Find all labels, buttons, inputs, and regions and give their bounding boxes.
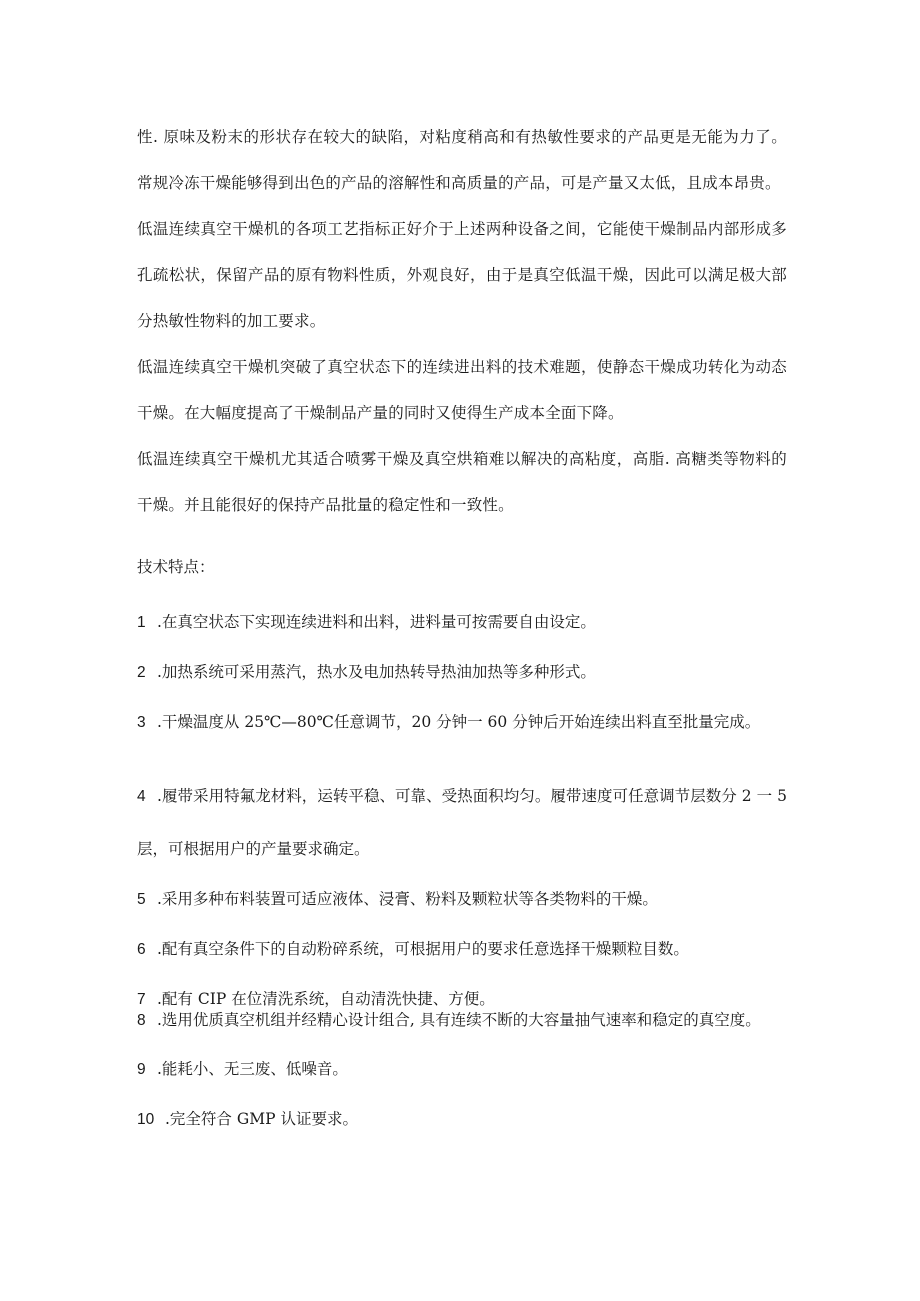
feature-text: .能耗小、无三废、低噪音。 bbox=[157, 1060, 348, 1078]
feature-item bbox=[137, 661, 596, 684]
paragraph-breakthrough: 低温连续真空干燥机突破了真空状态下的连续进出料的技术难题，使静态干燥成功转化为动态干燥。在大幅度提高了干燥制品产量的同时又使得生产成本全面下降。 bbox=[137, 358, 787, 422]
feature-number: 9 bbox=[137, 1061, 146, 1078]
feature-item bbox=[137, 1108, 358, 1131]
feature-text: .在真空状态下实现连续进料和出料，进料量可按需要自由设定。 bbox=[157, 613, 596, 631]
feature-text: .履带采用特氟龙材料，运转平稳、可靠、受热面积均匀。履带速度可任意调节层数分 2 一 5 层，可根据用户的产量要求确定。 bbox=[137, 787, 787, 858]
feature-item bbox=[137, 611, 596, 634]
feature-item bbox=[137, 888, 658, 911]
feature-item bbox=[137, 711, 760, 734]
feature-text: .配有 CIP 在位清洗系统，自动清洗快捷、方便。 bbox=[157, 990, 495, 1008]
feature-number: 2 bbox=[137, 664, 146, 681]
feature-number: 6 bbox=[137, 941, 146, 958]
feature-number: 10 bbox=[137, 1111, 155, 1128]
feature-number: 1 bbox=[137, 614, 146, 631]
feature-item bbox=[137, 938, 689, 961]
paragraph-intro: 性. 原味及粉末的形状存在较大的缺陷，对粘度稍高和有热敏性要求的产品更是无能为力了。常规冷冻干燥能够得到出色的产品的溶解性和高质量的产品，可是产量又太低，且成本昂贵。 bbox=[137, 128, 787, 192]
feature-item bbox=[137, 1009, 761, 1032]
feature-item bbox=[137, 770, 787, 875]
feature-number: 5 bbox=[137, 891, 146, 908]
feature-number: 4 bbox=[137, 788, 146, 805]
feature-number: 7 bbox=[137, 991, 146, 1008]
feature-item bbox=[137, 988, 495, 1011]
feature-text: .采用多种布料装置可适应液体、浸膏、粉料及颗粒状等各类物料的干燥。 bbox=[157, 890, 658, 908]
feature-text: .配有真空条件下的自动粉碎系统，可根据用户的要求任意选择干燥颗粒目数。 bbox=[157, 940, 689, 958]
feature-number: 3 bbox=[137, 714, 146, 731]
feature-number: 8 bbox=[137, 1012, 146, 1029]
feature-item bbox=[137, 1058, 348, 1081]
feature-text: .干燥温度从 25℃—80℃任意调节，20 分钟一 60 分钟后开始连续出料直至批量完成。 bbox=[157, 713, 761, 731]
feature-text: .加热系统可采用蒸汽，热水及电加热转导热油加热等多种形式。 bbox=[157, 663, 596, 681]
features-heading: 技术特点： bbox=[137, 558, 215, 576]
feature-text: .完全符合 GMP 认证要求。 bbox=[165, 1110, 358, 1128]
paragraph-description: 低温连续真空干燥机的各项工艺指标正好介于上述两种设备之间，它能使干燥制品内部形成多孔疏松状，保留产品的原有物料性质，外观良好，由于是真空低温干燥，因此可以满足极大部分热敏性物料的加工要求。 bbox=[137, 220, 787, 330]
paragraph-suitability: 低温连续真空干燥机尤其适合喷雾干燥及真空烘箱难以解决的高粘度，高脂. 高糖类等物料的干燥。并且能很好的保持产品批量的稳定性和一致性。 bbox=[137, 450, 787, 514]
feature-text: .选用优质真空机组并经精心设计组合, 具有连续不断的大容量抽气速率和稳定的真空度。 bbox=[157, 1011, 761, 1029]
